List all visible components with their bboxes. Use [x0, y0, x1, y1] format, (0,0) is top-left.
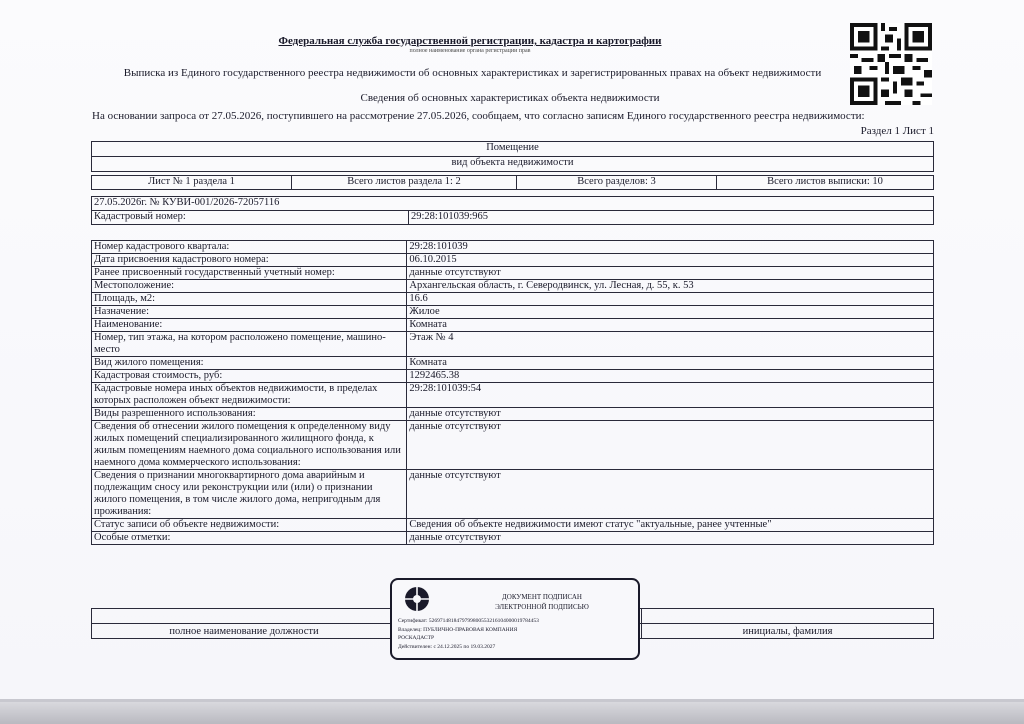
object-kind-table	[91, 141, 934, 172]
row-label: Местоположение:	[92, 280, 407, 293]
table-row	[92, 383, 934, 408]
row-value: данные отсутствуют	[407, 267, 934, 280]
table-row	[92, 470, 934, 519]
table-row	[92, 421, 934, 470]
characteristics-table	[91, 240, 934, 545]
table-row	[92, 319, 934, 332]
org-name-caption: полное наименование органа регистрации прав	[409, 48, 531, 54]
cadastral-number-label: Кадастровый номер:	[92, 211, 409, 225]
table-row	[92, 519, 934, 532]
row-label: Сведения об отнесении жилого помещения к определенному виду жилых помещений специализированного жилищного фонда, к жилым помещениям наемного дома социального использования или наемного дома коммерческого использования:	[92, 421, 407, 470]
record-number: 27.05.2026г. № КУВИ-001/2026-72057116	[92, 197, 934, 211]
object-kind-label: вид объекта недвижимости	[92, 157, 934, 172]
record-number-table	[91, 196, 934, 225]
row-label: Вид жилого помещения:	[92, 357, 407, 370]
org-name: Федеральная служба государственной регистрации, кадастра и картографии	[278, 35, 662, 47]
row-value: Жилое	[407, 306, 934, 319]
row-label: Площадь, м2:	[92, 293, 407, 306]
rosreestr-logo-icon	[404, 586, 430, 612]
stamp-title	[452, 592, 632, 612]
scan-edge	[0, 702, 1024, 724]
row-value: 16.6	[407, 293, 934, 306]
table-row	[92, 241, 934, 254]
row-value: Архангельская область, г. Северодвинск, ул. Лесная, д. 55, к. 53	[407, 280, 934, 293]
row-value: Комната	[407, 357, 934, 370]
stamp-certificate: Сертификат: 5269714818479799800553216104000019784453	[398, 618, 539, 624]
request-basis-text: На основании запроса от 27.05.2026, поступившего на рассмотрение 27.05.2026, сообщаем, что согласно записям Единого государственного реестра недвижимости:	[92, 110, 865, 122]
sections-total: Всего разделов: 3	[517, 176, 717, 190]
stamp-title-line2: ЭЛЕКТРОННОЙ ПОДПИСЬЮ	[495, 603, 589, 611]
table-row	[92, 357, 934, 370]
row-label: Номер кадастрового квартала:	[92, 241, 407, 254]
extract-sheets-total: Всего листов выписки: 10	[717, 176, 934, 190]
position-cell	[92, 609, 397, 624]
row-value: данные отсутствуют	[407, 421, 934, 470]
row-value: Этаж № 4	[407, 332, 934, 357]
row-value: 06.10.2015	[407, 254, 934, 267]
stamp-owner2: РОСКАДАСТР	[398, 635, 435, 641]
row-value: 1292465.38	[407, 370, 934, 383]
table-row	[92, 306, 934, 319]
sheets-table	[91, 175, 934, 190]
row-value: данные отсутствуют	[407, 532, 934, 545]
stamp-details	[398, 617, 634, 651]
object-name: Помещение	[92, 142, 934, 157]
initials-cell	[642, 609, 934, 624]
row-label: Особые отметки:	[92, 532, 407, 545]
row-value: данные отсутствуют	[407, 408, 934, 421]
row-value: Комната	[407, 319, 934, 332]
position-label: полное наименование должности	[92, 624, 397, 639]
sheet-number: Лист № 1 раздела 1	[92, 176, 292, 190]
document-title: Выписка из Единого государственного реестра недвижимости об основных характеристиках и зарегистрированных правах на объект недвижимости	[123, 67, 822, 79]
table-row	[92, 280, 934, 293]
electronic-signature-stamp	[390, 578, 640, 660]
table-row	[92, 370, 934, 383]
row-value: Сведения об объекте недвижимости имеют статус "актуальные, ранее учтенные"	[407, 519, 934, 532]
row-label: Кадастровые номера иных объектов недвижимости, в пределах которых расположен объект недвижимости:	[92, 383, 407, 408]
table-row	[92, 267, 934, 280]
initials-label: инициалы, фамилия	[642, 624, 934, 639]
table-row	[92, 408, 934, 421]
section-sheets-total: Всего листов раздела 1: 2	[292, 176, 517, 190]
stamp-owner: Владелец: ПУБЛИЧНО-ПРАВОВАЯ КОМПАНИЯ	[398, 626, 518, 633]
row-label: Назначение:	[92, 306, 407, 319]
document-subtitle: Сведения об основных характеристиках объекта недвижимости	[360, 92, 660, 104]
row-value: данные отсутствуют	[407, 470, 934, 519]
table-row	[92, 532, 934, 545]
row-label: Наименование:	[92, 319, 407, 332]
stamp-valid: Действителен: с 24.12.2025 по 19.03.2027	[398, 643, 496, 650]
row-label: Номер, тип этажа, на котором расположено помещение, машино-место	[92, 332, 407, 357]
row-label: Сведения о признании многоквартирного дома аварийным и подлежащим сносу или реконструкции или (или) о признании жилого помещения, в том числе жилого дома, непригодным для проживания:	[92, 470, 407, 519]
stamp-title-line1: ДОКУМЕНТ ПОДПИСАН	[502, 593, 582, 601]
row-label: Кадастровая стоимость, руб:	[92, 370, 407, 383]
qr-code-icon	[850, 23, 932, 105]
row-label: Статус записи об объекте недвижимости:	[92, 519, 407, 532]
section-sheet-label: Раздел 1 Лист 1	[860, 125, 934, 137]
table-row	[92, 332, 934, 357]
row-label: Дата присвоения кадастрового номера:	[92, 254, 407, 267]
row-label: Виды разрешенного использования:	[92, 408, 407, 421]
row-value: 29:28:101039:54	[407, 383, 934, 408]
table-row	[92, 254, 934, 267]
table-row	[92, 293, 934, 306]
row-value: 29:28:101039	[407, 241, 934, 254]
row-label: Ранее присвоенный государственный учетный номер:	[92, 267, 407, 280]
cadastral-number-value: 29:28:101039:965	[409, 211, 934, 225]
